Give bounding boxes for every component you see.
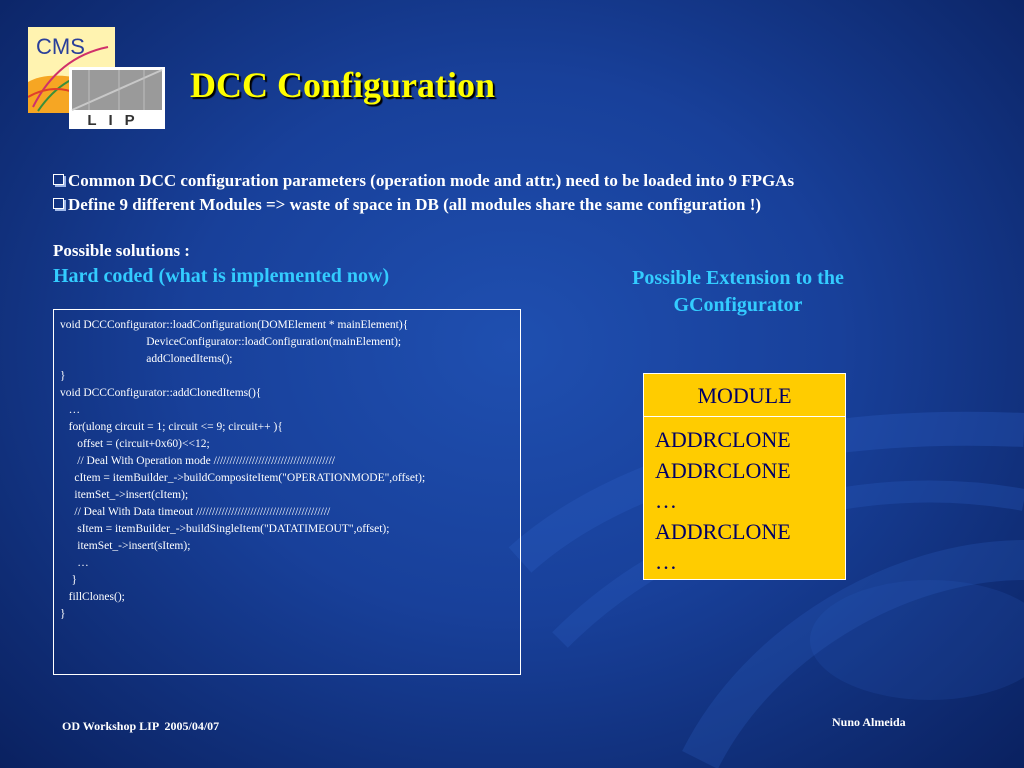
- code-line: for(ulong circuit = 1; circuit <= 9; circuit++ ){: [60, 421, 283, 433]
- module-diagram: [643, 373, 846, 580]
- possible-solutions-label: Possible solutions :: [53, 241, 190, 260]
- extension-heading-line: Possible Extension to the: [632, 267, 844, 289]
- bullet-text: Common DCC configuration parameters (operation mode and attr.) need to be loaded into 9 FPGAs: [68, 171, 795, 190]
- footer-author: Nuno Almeida: [832, 715, 906, 729]
- extension-heading: [590, 265, 886, 319]
- bullet-item: [53, 195, 794, 219]
- slide-title: DCC Configuration: [190, 65, 496, 105]
- module-item: ADDRCLONE: [655, 427, 791, 452]
- lip-logo: [69, 67, 165, 129]
- code-line: void DCCConfigurator::addClonedItems(){: [60, 387, 262, 399]
- code-line: …: [60, 557, 89, 569]
- code-line: }: [60, 370, 66, 382]
- bullet-text: Define 9 different Modules => waste of space in DB (all modules share the same configuration !): [68, 195, 762, 214]
- code-line: cItem = itemBuilder_->buildCompositeItem("OPERATIONMODE",offset);: [60, 472, 426, 484]
- module-item: ADDRCLONE: [655, 457, 791, 483]
- code-line: DeviceConfigurator::loadConfiguration(mainElement);: [60, 336, 402, 348]
- code-line: addClonedItems();: [60, 353, 233, 365]
- checkbox-bullet-icon: [53, 198, 64, 209]
- code-line: fillClones();: [60, 591, 125, 603]
- code-line: void DCCConfigurator::loadConfiguration(DOMElement * mainElement){: [60, 319, 409, 331]
- code-line: sItem = itemBuilder_->buildSingleItem("DATATIMEOUT",offset);: [60, 523, 390, 535]
- code-line: }: [60, 574, 78, 586]
- code-line: itemSet_->insert(sItem);: [60, 540, 191, 552]
- module-header: MODULE: [644, 374, 845, 417]
- code-line: // Deal With Data timeout //////////////////////////////////////////: [60, 506, 331, 518]
- hard-coded-heading: Hard coded (what is implemented now): [53, 265, 390, 287]
- code-listing: [53, 309, 521, 675]
- module-item: ADDRCLONE: [655, 518, 791, 544]
- footer-event-date: OD Workshop LIP 2005/04/07: [62, 719, 220, 733]
- checkbox-bullet-icon: [53, 174, 64, 185]
- code-line: }: [60, 608, 66, 620]
- extension-heading-line: GConfigurator: [673, 294, 803, 316]
- bullet-item: [53, 171, 794, 195]
- svg-text:CMS: CMS: [36, 34, 85, 59]
- bullet-list: [53, 171, 794, 219]
- code-line: …: [60, 404, 81, 416]
- code-line: itemSet_->insert(cItem);: [60, 489, 189, 501]
- code-line: offset = (circuit+0x60)<<12;: [60, 438, 210, 450]
- module-item: …: [655, 488, 677, 513]
- module-item: …: [655, 549, 677, 574]
- svg-text:LIP: LIP: [87, 112, 147, 129]
- code-line: // Deal With Operation mode //////////////////////////////////////: [60, 455, 335, 467]
- module-item-list: [644, 417, 845, 578]
